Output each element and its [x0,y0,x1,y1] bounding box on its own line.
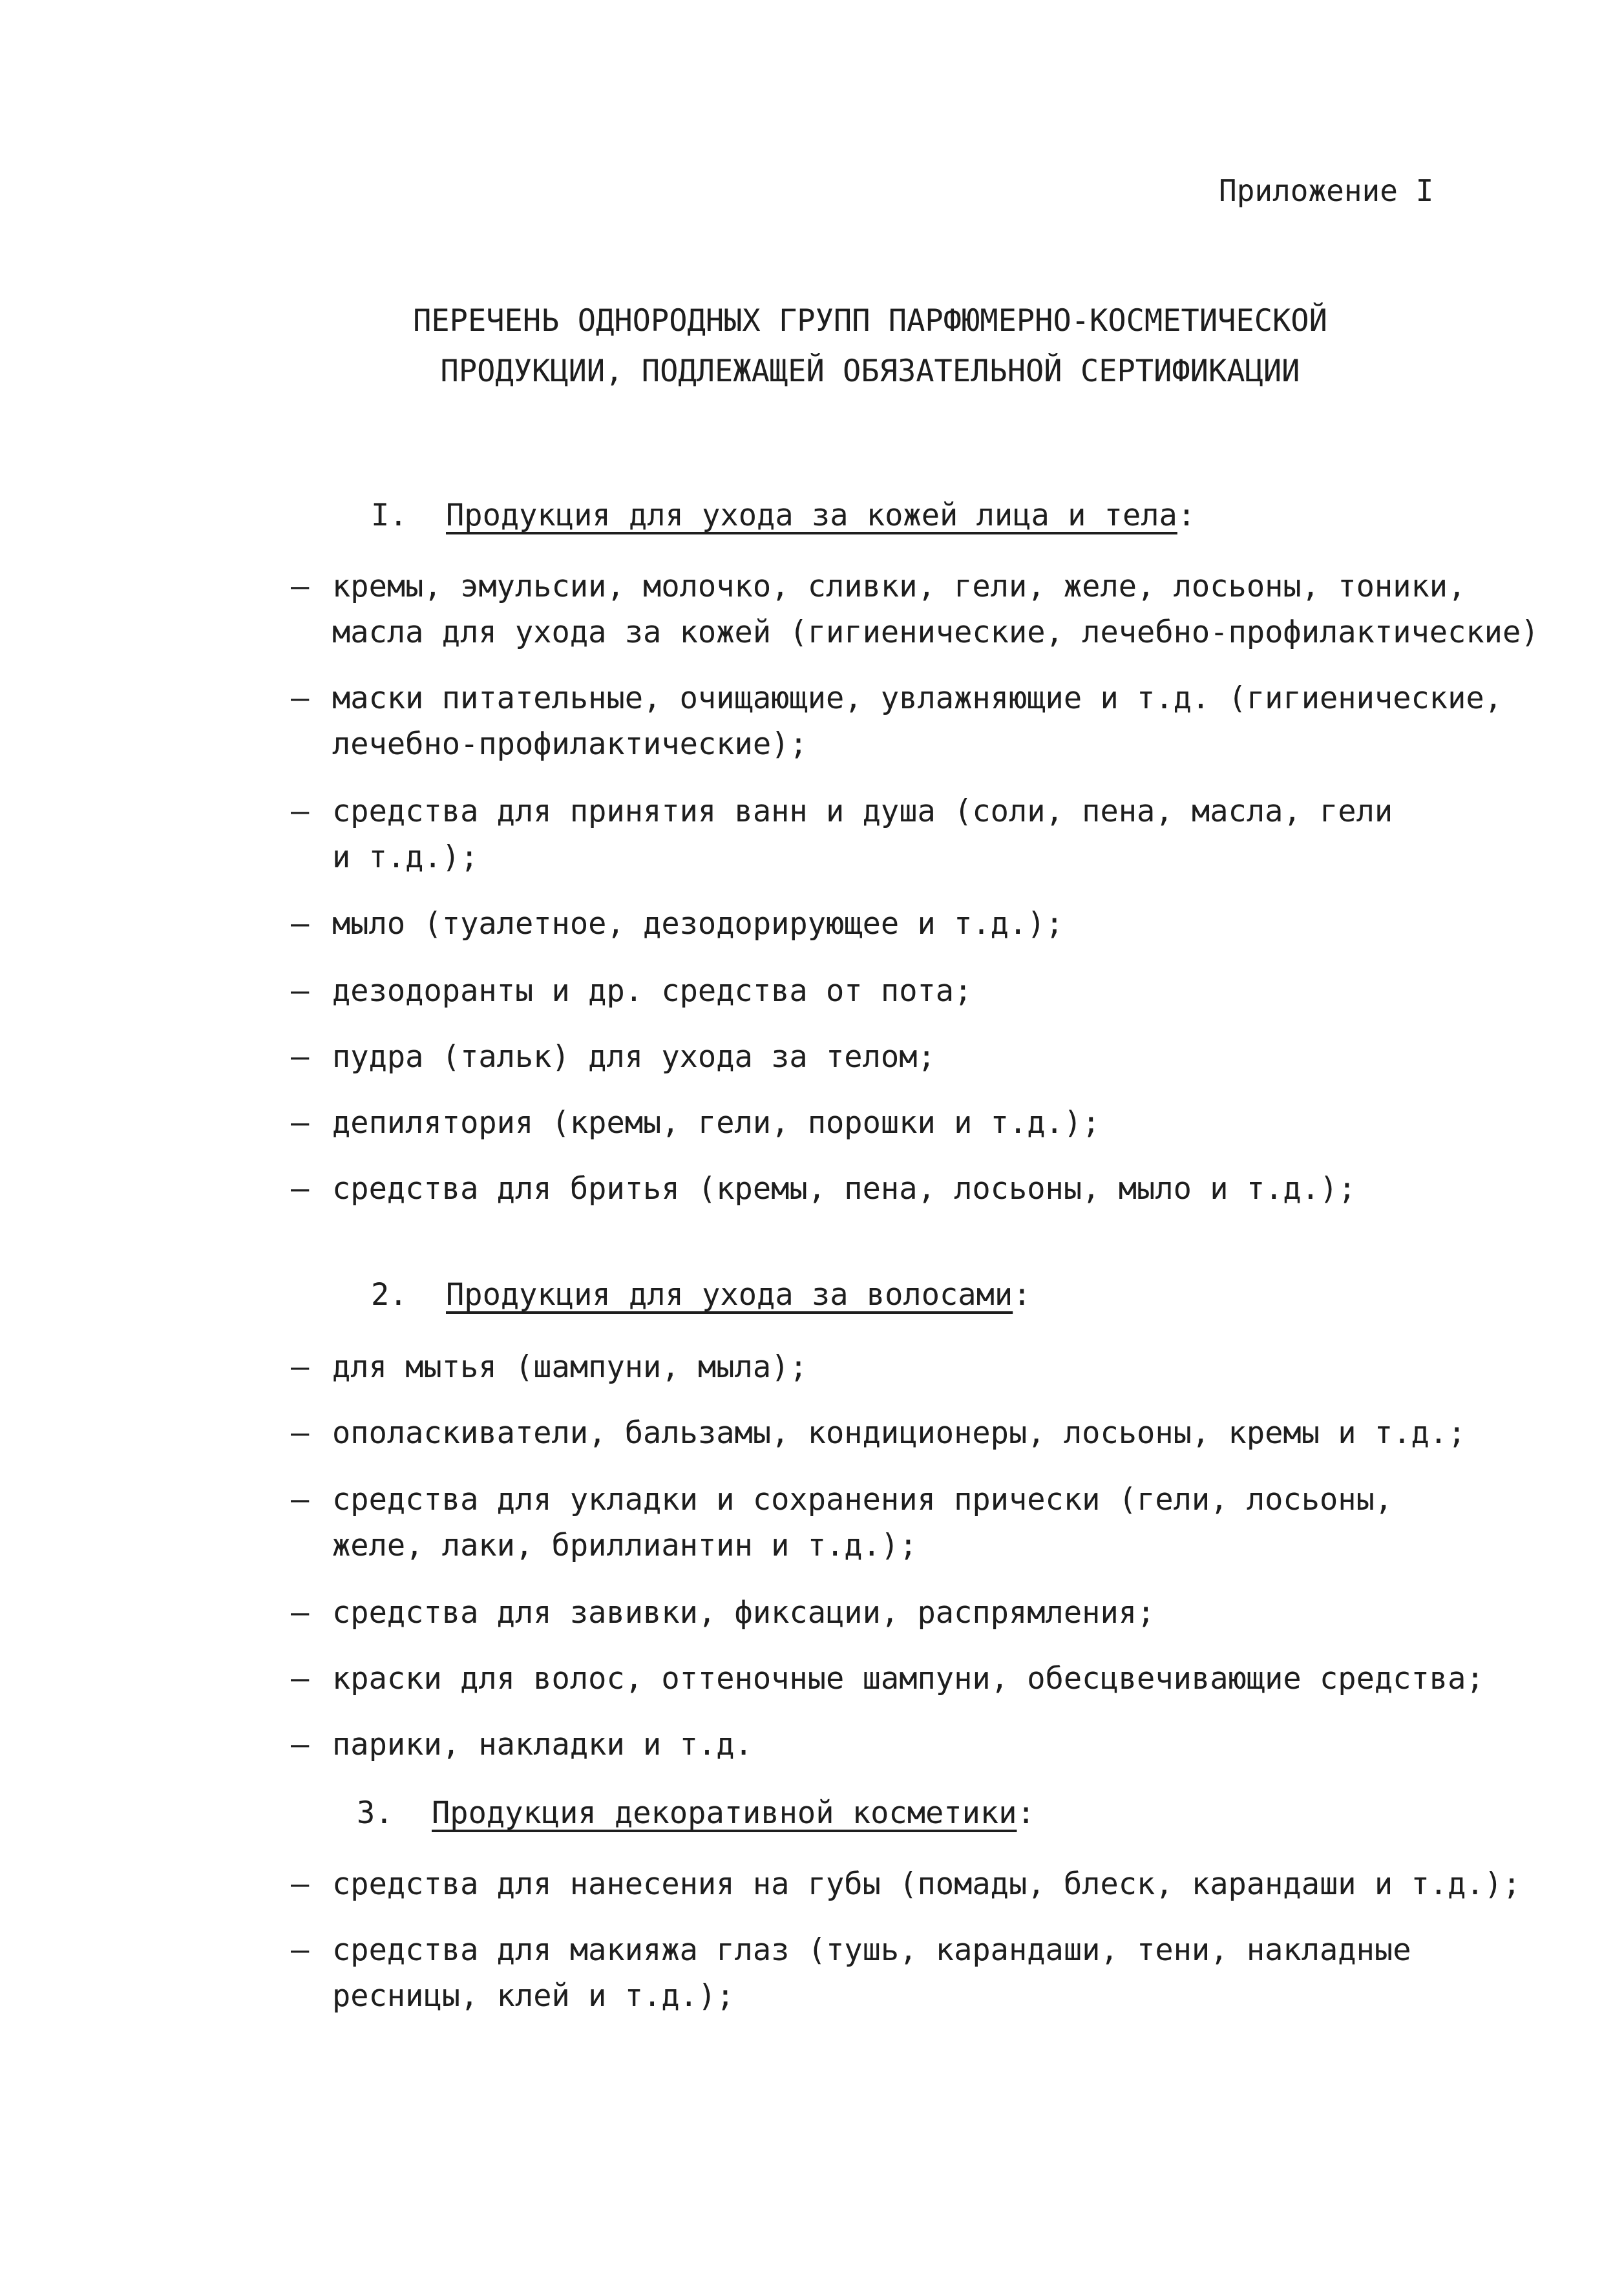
bullet-dash: – [291,1595,310,1631]
section-heading-1 [371,498,1196,533]
bullet-dash: – [291,681,310,716]
list-item [291,1034,936,1080]
list-item-text: мыло (туалетное, дезодорирующее и т.д.); [332,906,1064,942]
list-item-text: ополаскиватели, бальзамы, кондиционеры, лосьоны, кремы и т.д.; [332,1415,1466,1451]
list-item-text: средства для завивки, фиксации, распрямления; [332,1595,1155,1631]
bullet-dash: – [291,1932,310,1968]
list-item-text: средства для макияжа глаз (тушь, карандаши, тени, накладные [332,1932,1411,1968]
list-item-text-cont: желе, лаки, бриллиантин и т.д.); [332,1528,918,1563]
section-title-suffix: : [1013,1277,1031,1313]
list-item-text-cont: и т.д.); [332,840,479,875]
bullet-dash: – [291,1105,310,1141]
list-item-text-cont: ресницы, клей и т.д.); [332,1978,735,2014]
bullet-dash: – [291,1727,310,1762]
section-number: 3. [357,1795,394,1831]
bullet-dash: – [291,973,310,1009]
bullet-dash: – [291,1171,310,1207]
list-item-text: пудра (тальк) для ухода за телом; [332,1039,936,1075]
section-title: Продукция для ухода за кожей лица и тела [446,498,1177,533]
bullet-dash: – [291,1415,310,1451]
title-line-1: ПЕРЕЧЕНЬ ОДНОРОДНЫХ ГРУПП ПАРФЮМЕРНО-КОСМЕТИЧЕСКОЙ [413,303,1327,339]
section-title-suffix: : [1177,498,1196,533]
list-item [291,1927,1411,2019]
list-item [291,1656,1484,1702]
list-item-text: парики, накладки и т.д. [332,1727,753,1762]
list-item-text: средства для укладки и сохранения прически (гели, лосьоны, [332,1482,1393,1517]
bullet-dash: – [291,1349,310,1385]
section-heading-3 [357,1795,1035,1831]
list-item-text: средства для нанесения на губы (помады, блеск, карандаши и т.д.); [332,1866,1521,1902]
list-item-text: маски питательные, очищающие, увлажняющие и т.д. (гигиенические, [332,681,1503,716]
section-title-suffix: : [1017,1795,1035,1831]
list-item-text: средства для принятия ванн и душа (соли, пена, масла, гели [332,794,1393,829]
bullet-dash: – [291,1661,310,1696]
section-heading-2 [371,1277,1031,1313]
list-item [291,1166,1356,1212]
list-item-text-cont: лечебно-профилактические); [332,726,808,762]
list-item [291,968,972,1014]
list-item [291,1100,1100,1146]
section-title: Продукция для ухода за волосами [446,1277,1013,1313]
list-item [291,901,1064,947]
appendix-label: Приложение I [1219,173,1434,208]
list-item-text: депилятория (кремы, гели, порошки и т.д.); [332,1105,1101,1141]
list-item [291,1344,808,1390]
bullet-dash: – [291,1866,310,1902]
bullet-dash: – [291,794,310,829]
list-item [291,675,1503,767]
title-line-2: ПРОДУКЦИИ, ПОДЛЕЖАЩЕЙ ОБЯЗАТЕЛЬНОЙ СЕРТИФИКАЦИИ [440,354,1300,389]
section-number: 2. [371,1277,408,1313]
list-item-text-cont: масла для ухода за кожей (гигиенические, лечебно-профилактические) [332,615,1539,650]
list-item [291,1861,1521,1907]
list-item [291,1590,1155,1636]
bullet-dash: – [291,906,310,942]
section-number: I. [371,498,408,533]
bullet-dash: – [291,569,310,604]
bullet-dash: – [291,1039,310,1075]
list-item-text: кремы, эмульсии, молочко, сливки, гели, желе, лосьоны, тоники, [332,569,1466,604]
document-title [0,296,1624,397]
bullet-dash: – [291,1482,310,1517]
list-item [291,1477,1393,1569]
list-item-text: для мытья (шампуни, мыла); [332,1349,808,1385]
section-title: Продукция декоративной косметики [432,1795,1017,1831]
list-item [291,788,1393,880]
list-item-text: средства для бритья (кремы, пена, лосьоны, мыло и т.д.); [332,1171,1356,1207]
list-item [291,564,1539,655]
list-item-text: краски для волос, оттеночные шампуни, обесцвечивающие средства; [332,1661,1484,1696]
list-item [291,1410,1466,1456]
list-item-text: дезодоранты и др. средства от пота; [332,973,973,1009]
list-item [291,1722,753,1768]
